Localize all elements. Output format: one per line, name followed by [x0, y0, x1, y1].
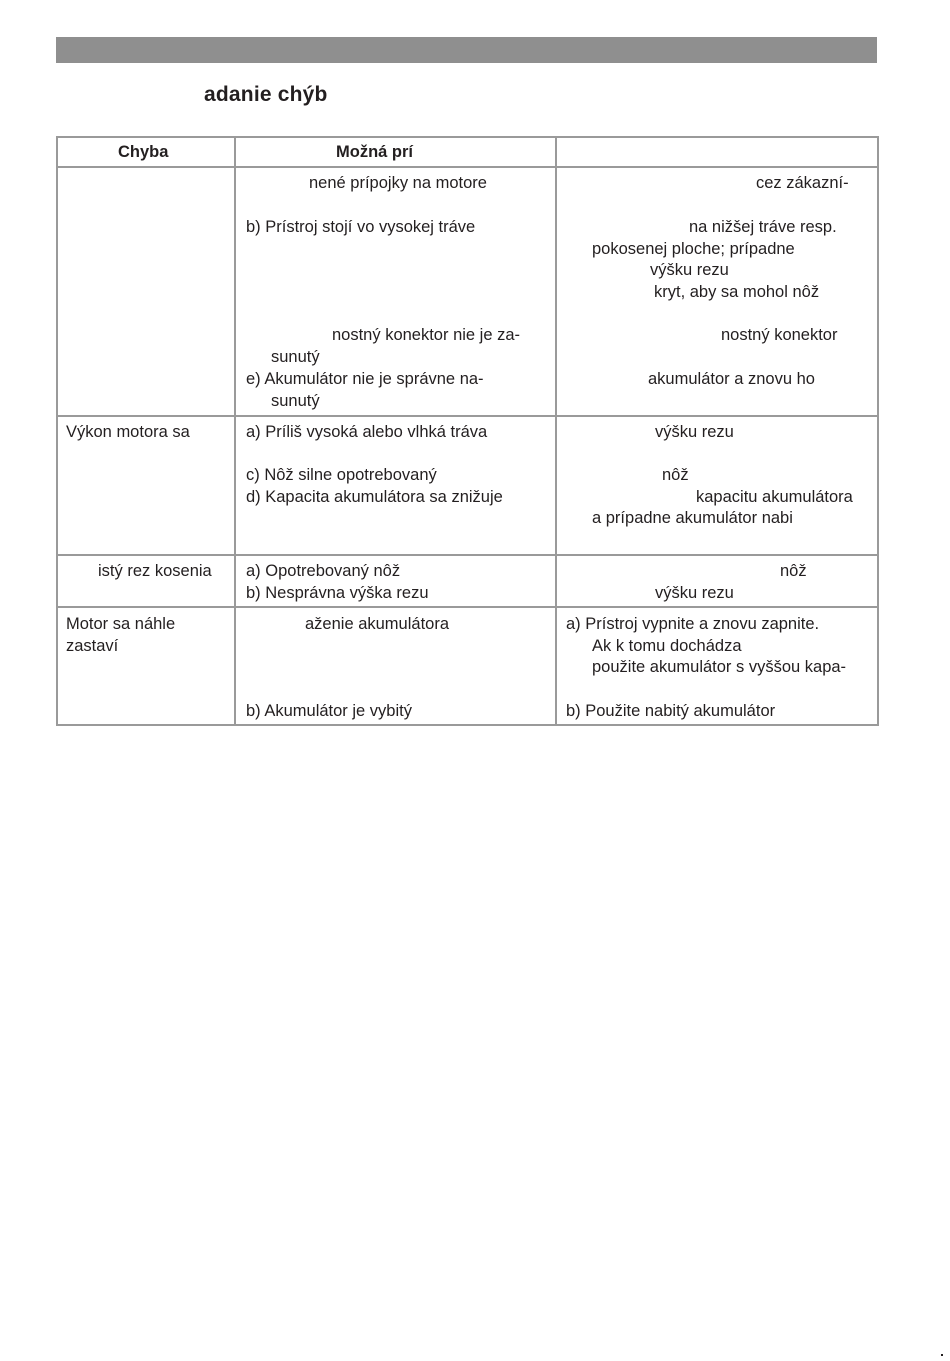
cause-line: c) Nôž silne opotrebovaný [246, 466, 437, 484]
table-border-top [56, 136, 879, 138]
fault-line: istý rez kosenia [98, 562, 212, 580]
cause-line: a) Príliš vysoká alebo vlhká tráva [246, 423, 488, 441]
cause-line: nostný konektor nie je za- [332, 326, 521, 344]
page-mark [941, 1354, 943, 1356]
row-divider [56, 606, 879, 608]
header-fault: Chyba [118, 143, 169, 161]
row-divider [56, 554, 879, 556]
fault-line: zastaví [66, 637, 119, 655]
header-bar [56, 37, 877, 63]
fault-line: Motor sa náhle [66, 615, 176, 633]
cause-line: d) Kapacita akumulátora sa znižuje [246, 488, 503, 506]
cause-line: b) Nesprávna výška rezu [246, 584, 429, 602]
remedy-line: nôž [780, 562, 807, 580]
remedy-line: nostný konektor [721, 326, 838, 344]
remedy-line: na nižšej tráve resp. [689, 218, 837, 236]
remedy-line: b) Použite nabitý akumulátor [566, 702, 776, 720]
cause-line: aženie akumulátora [305, 615, 450, 633]
cause-line: sunutý [271, 348, 320, 366]
table-border-left [56, 136, 58, 726]
cause-line: e) Akumulátor nie je správne na- [246, 370, 484, 388]
header-cause: Možná prí [336, 143, 413, 161]
remedy-line: výšku rezu [655, 584, 734, 602]
header-divider [56, 166, 879, 168]
cause-line: b) Prístroj stojí vo vysokej tráve [246, 218, 476, 236]
table-border-bottom [56, 724, 879, 726]
column-divider [555, 136, 557, 726]
troubleshooting-table [56, 136, 879, 726]
remedy-line: výšku rezu [655, 423, 734, 441]
remedy-line: Ak k tomu dochádza [592, 637, 742, 655]
remedy-line: kryt, aby sa mohol nôž [654, 283, 820, 301]
remedy-line: použite akumulátor s vyššou kapa- [592, 658, 847, 676]
row-divider [56, 415, 879, 417]
remedy-line: cez zákazní- [756, 174, 849, 192]
table-border-right [877, 136, 879, 726]
remedy-line: pokosenej ploche; prípadne [592, 240, 795, 258]
remedy-line: a) Prístroj vypnite a znovu zapnite. [566, 615, 820, 633]
cause-line: b) Akumulátor je vybitý [246, 702, 412, 720]
page-title: adanie chýb [204, 83, 328, 106]
remedy-line: akumulátor a znovu ho [648, 370, 815, 388]
remedy-line: výšku rezu [650, 261, 729, 279]
cause-line: sunutý [271, 392, 320, 410]
remedy-line: a prípadne akumulátor nabi [592, 509, 793, 527]
fault-line: Výkon motora sa [66, 423, 190, 441]
cause-line: a) Opotrebovaný nôž [246, 562, 401, 580]
remedy-line: nôž [662, 466, 689, 484]
remedy-line: kapacitu akumulátora [696, 488, 853, 506]
cause-line: nené prípojky na motore [309, 174, 487, 192]
column-divider [234, 136, 236, 726]
